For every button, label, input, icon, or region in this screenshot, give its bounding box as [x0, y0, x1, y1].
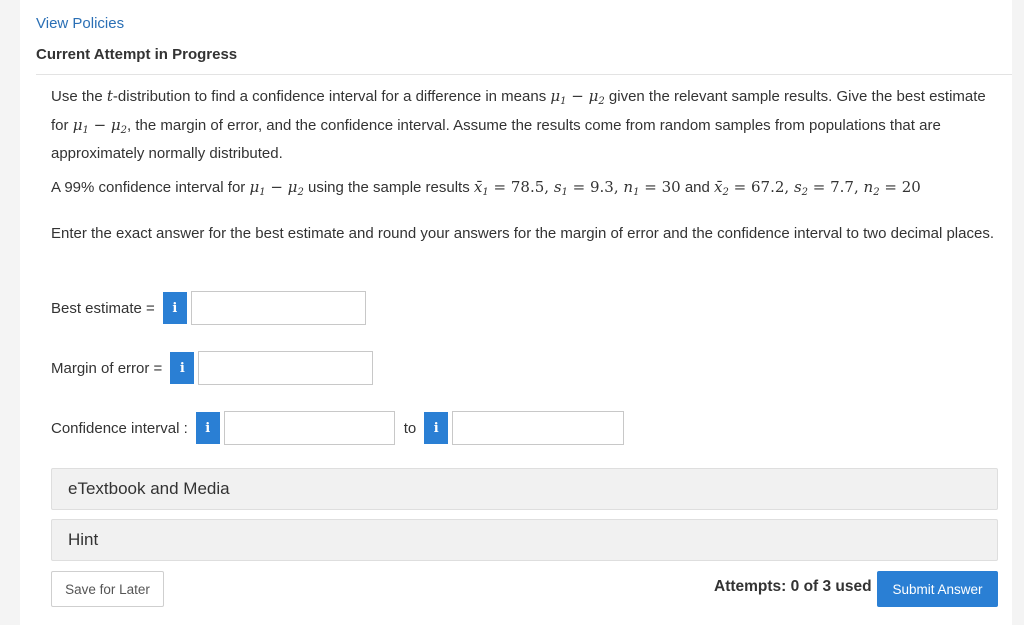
confidence-interval-label: Confidence interval : [51, 419, 188, 437]
attempt-title: Current Attempt in Progress [36, 46, 238, 63]
question-text: Use the [51, 88, 107, 105]
submit-answer-button[interactable]: Submit Answer [877, 571, 998, 607]
view-policies-link[interactable]: View Policies [36, 15, 125, 32]
best-estimate-label: Best estimate = [51, 299, 155, 317]
info-icon[interactable]: i [196, 412, 220, 444]
divider [36, 74, 1012, 75]
confidence-interval-row [51, 411, 624, 445]
margin-of-error-row [51, 351, 373, 385]
ci-upper-input[interactable] [452, 411, 624, 445]
question-text: using the sample results [303, 179, 474, 196]
question-text: A 99% confidence interval for [51, 179, 250, 196]
question-text: and [680, 179, 715, 196]
x2-value: 67.2 [750, 178, 785, 196]
mu-difference: $\mu_1 - \mu_2$ [72, 115, 128, 136]
n2-value: 20 [901, 178, 921, 196]
question-text: -distribution to find a confidence interval for a difference in means [112, 88, 551, 105]
margin-of-error-input[interactable] [198, 351, 373, 385]
best-estimate-row [51, 291, 366, 325]
attempts-counter: Attempts: 0 of 3 used [714, 578, 872, 595]
info-icon[interactable]: i [424, 412, 448, 444]
x1-symbol: $x̄_1$ [473, 178, 489, 198]
etextbook-panel[interactable]: eTextbook and Media [51, 468, 998, 510]
mu-difference: $\mu_1 - \mu_2$ [249, 178, 304, 198]
mu-difference: $\mu_1 - \mu_2$ [550, 87, 605, 107]
info-icon[interactable]: i [163, 292, 187, 324]
margin-of-error-label: Margin of error = [51, 359, 163, 377]
s2-value: 7.7 [830, 178, 854, 196]
t-symbol: t [106, 87, 113, 105]
best-estimate-input[interactable] [191, 291, 366, 325]
save-for-later-button[interactable]: Save for Later [51, 571, 164, 607]
question-paragraph-3: Enter the exact answer for the best estimate and round your answers for the margin of error and the confidence interval to two decimal places. [51, 225, 994, 242]
ci-lower-input[interactable] [224, 411, 395, 445]
info-icon[interactable]: i [170, 352, 194, 384]
question-paragraph-2: A 99% confidence interval for $\mu_1 - \mu_2$ using the sample results $x̄_1 = 78.5$, $s_1 = 9.3$, $n_1 = 30$ and $x̄_2 = 67.2$, $s_2 = 7.7$, $n_2 = 20$ [51, 178, 921, 198]
hint-panel[interactable]: Hint [51, 519, 998, 561]
to-label: to [403, 419, 417, 437]
question-paragraph-1 [51, 85, 996, 166]
x2-symbol: $x̄_2$ [714, 178, 729, 198]
question-text: , the margin of error, and the confidence interval. Assume the results come from random samples from populations that are approximately normally distributed. [51, 116, 941, 162]
question-text: given the relevant sample results. Give the best estimate for [51, 88, 986, 134]
n1-value: 30 [661, 178, 681, 196]
x1-value: 78.5 [510, 178, 545, 196]
s1-value: 9.3 [590, 178, 614, 196]
